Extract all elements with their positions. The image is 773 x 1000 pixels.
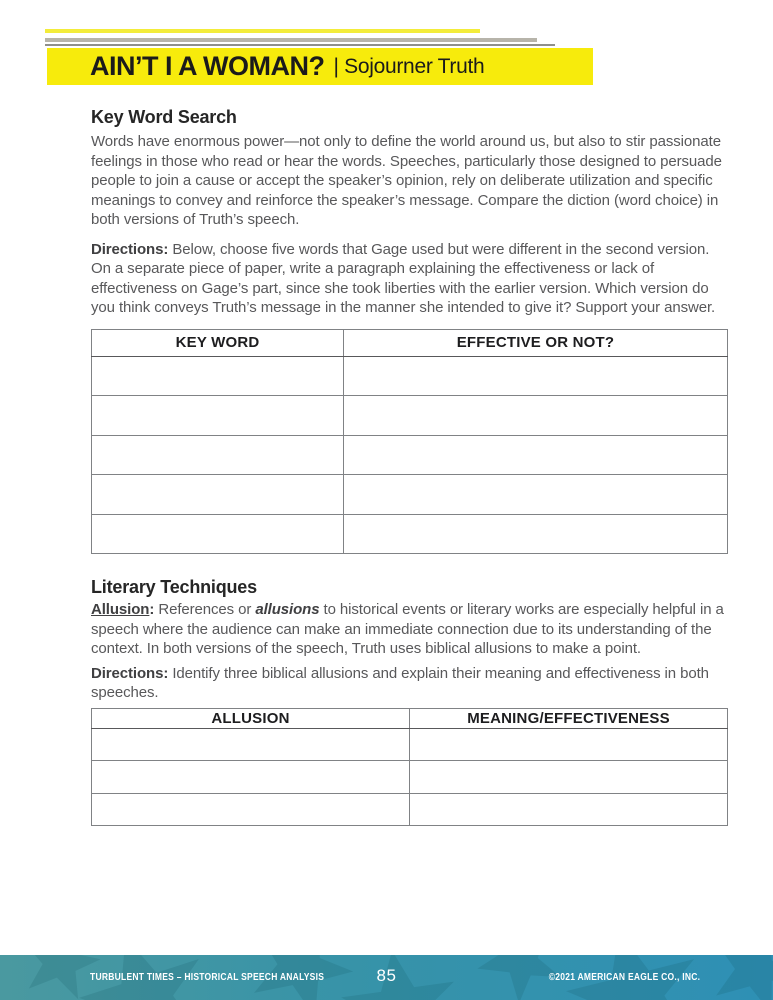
title-banner: [47, 48, 593, 85]
allusion-definition-paragraph: [91, 600, 728, 659]
section-heading-literary-techniques: Literary Techniques: [91, 577, 257, 597]
empty-answer-cell: [92, 435, 344, 475]
allusion-term-colon: :: [149, 601, 155, 618]
key-word-directions-paragraph: [91, 240, 728, 318]
empty-answer-cell: [344, 514, 728, 554]
column-header-key-word: KEY WORD: [92, 329, 344, 356]
empty-answer-cell: [92, 761, 410, 794]
table-header-row: [92, 329, 728, 356]
top-accent-line-gray: [45, 38, 537, 42]
empty-answer-cell: [92, 728, 410, 761]
allusion-table-body: [92, 728, 728, 826]
empty-answer-cell: [344, 396, 728, 436]
table-row: [92, 793, 728, 826]
empty-answer-cell: [410, 728, 728, 761]
column-header-effective-or-not: EFFECTIVE OR NOT?: [344, 329, 728, 356]
empty-answer-cell: [410, 793, 728, 826]
allusion-term-label: Allusion: [91, 601, 150, 618]
footer-band: [0, 955, 773, 1000]
top-accent-line-yellow: [45, 29, 480, 33]
key-word-intro-paragraph: Words have enormous power—not only to define the world around us, but also to stir passionate feelings in those who read or hear the words. Speeches, particularly those designed to persuade people to join a cause or accept the speaker’s opinion, rely on deliberate utilization and specific meanings to convey and reinforce the speaker’s message. Compare the diction (word choice) in both versions of Truth’s speech.: [91, 133, 722, 228]
allusion-emphasis-word: allusions: [255, 601, 320, 618]
empty-answer-cell: [92, 793, 410, 826]
empty-answer-cell: [344, 356, 728, 396]
directions-label: Directions:: [91, 240, 169, 258]
table-row: [92, 728, 728, 761]
page-content: [91, 85, 728, 826]
table-row: [92, 396, 728, 436]
allusion-table-header: [92, 708, 728, 728]
section-heading-key-word-search: Key Word Search: [91, 107, 237, 127]
allusion-lead-text: References or: [154, 601, 256, 618]
table-row: [92, 475, 728, 515]
empty-answer-cell: [92, 396, 344, 436]
footer-series-title: TURBULENT TIMES – HISTORICAL SPEECH ANALYSIS: [90, 972, 325, 983]
empty-answer-cell: [92, 356, 344, 396]
top-accent-line-darkgray: [45, 44, 555, 46]
allusion-table: [91, 708, 728, 827]
table-row: [92, 356, 728, 396]
column-header-meaning-effectiveness: MEANING/EFFECTIVENESS: [410, 708, 728, 728]
table-row: [92, 514, 728, 554]
empty-answer-cell: [410, 761, 728, 794]
column-header-allusion: ALLUSION: [92, 708, 410, 728]
footer-copyright: ©2021 AMERICAN EAGLE CO., INC.: [548, 972, 700, 983]
table-row: [92, 435, 728, 475]
directions-text: Identify three biblical allusions and explain their meaning and effectiveness in both speeches.: [91, 664, 709, 701]
key-word-table-header: [92, 329, 728, 356]
allusion-rest-text: to historical events or literary works are especially helpful in a speech where the audience can make an immediate connection due to its understanding of the context. In both versions of the speech, Truth uses biblical allusions to make a point.: [91, 601, 724, 657]
directions-text: Below, choose five words that Gage used but were different in the second version. On a separate piece of paper, write a paragraph explaining the effectiveness or lack of effectiveness on Gage’s part, since she took liberties with the earlier version. Which version do you think conveys Truth’s message in the manner she intended to give it? Support your answer.: [91, 240, 716, 316]
empty-answer-cell: [344, 475, 728, 515]
key-word-table-body: [92, 356, 728, 554]
key-word-table: [91, 329, 728, 555]
empty-answer-cell: [92, 475, 344, 515]
empty-answer-cell: [344, 435, 728, 475]
footer-page-number: 85: [376, 966, 397, 985]
table-header-row: [92, 708, 728, 728]
empty-answer-cell: [92, 514, 344, 554]
page-byline: | Sojourner Truth: [333, 54, 485, 78]
directions-label: Directions:: [91, 664, 169, 682]
table-row: [92, 761, 728, 794]
page-title: AIN’T I A WOMAN?: [90, 51, 325, 81]
literary-directions-paragraph: [91, 664, 728, 703]
